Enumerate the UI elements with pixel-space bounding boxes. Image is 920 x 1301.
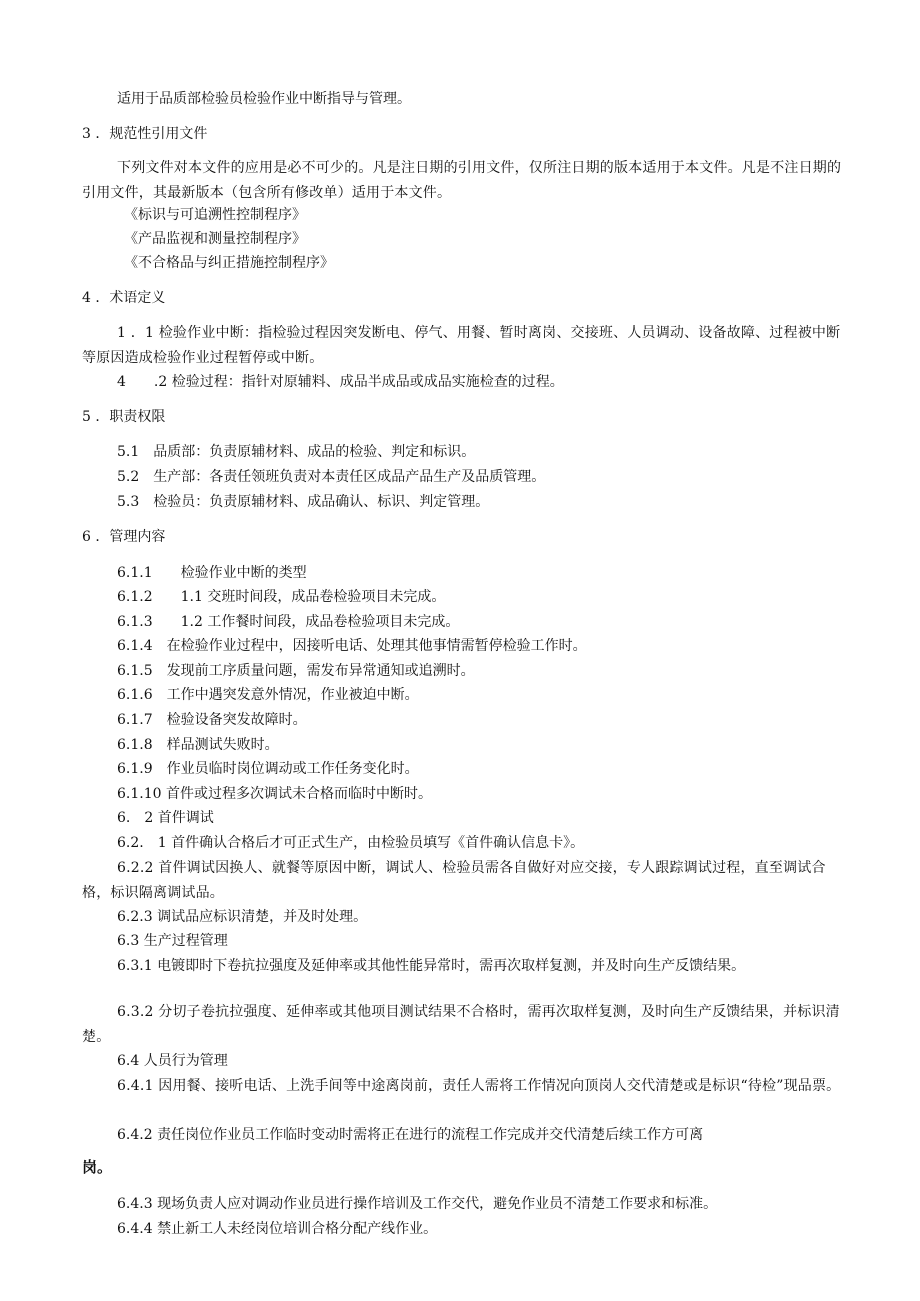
content-item: 6.1.9 作业员临时岗位调动或工作任务变化时。 — [117, 761, 419, 777]
paragraph-6-3-1: 6.3.1 电镀即时下卷抗拉强度及延伸率或其他性能异常时，需再次取样复测，并及时向生产反馈结果。 — [117, 958, 746, 974]
responsibility-item: 5.3 检验员：负责原辅材料、成品确认、标识、判定管理。 — [117, 494, 490, 510]
heading-6-3: 6.3 生产过程管理 — [117, 933, 228, 949]
responsibility-item: 5.2 生产部：各责任领班负责对本责任区成品产品生产及品质管理。 — [117, 469, 546, 485]
paragraph-6-2-3: 6.2.3 调试品应标识清楚，并及时处理。 — [117, 909, 368, 925]
content-item: 6.1.4 在检验作业过程中，因接听电话、处理其他事情需暂停检验工作时。 — [117, 638, 587, 654]
reference-item: 《不合格品与纠正措施控制程序》 — [124, 255, 334, 271]
heading-6-4: 6.4 人员行为管理 — [117, 1053, 228, 1069]
reference-item: 《标识与可追溯性控制程序》 — [124, 207, 306, 223]
definition-2: 4 .2 检验过程：指针对原辅料、成品半成品或成品实施检查的过程。 — [117, 374, 564, 390]
content-item: 6.1.8 样品测试失败时。 — [117, 737, 279, 753]
scope-text: 适用于品质部检验员检验作业中断指导与管理。 — [117, 91, 411, 107]
paragraph-6-4-2: 6.4.2 责任岗位作业员工作临时变动时需将正在进行的流程工作完成并交代清楚后续工作方可离 — [117, 1127, 704, 1143]
content-item: 6.1.3 1.2 工作餐时间段，成品卷检验项目未完成。 — [117, 614, 460, 630]
paragraph-6-2-2: 6.2.2 首件调试因换人、就餐等原因中断，调试人、检验员需各自做好对应交接，专人跟踪调试过程，直至调试合格，标识隔离调试品。 — [82, 860, 826, 901]
section-5-heading: 5 ．职责权限 — [82, 409, 166, 425]
content-item: 6.1.6 工作中遇突发意外情况，作业被迫中断。 — [117, 687, 419, 703]
section-6-heading: 6 ．管理内容 — [82, 529, 166, 545]
paragraph-6-4-1: 6.4.1 因用餐、接听电话、上洗手间等中途离岗前，责任人需将工作情况向顶岗人交代清楚或是标识“待检”现品票。 — [117, 1078, 841, 1094]
section-4-heading: 4 ．术语定义 — [82, 290, 166, 306]
definition-1: 1 ．1 检验作业中断：指检验过程因突发断电、停气、用餐、暂时离岗、交接班、人员调动、设备故障、过程被中断等原因造成检验作业过程暂停或中断。 — [82, 325, 841, 366]
content-item: 6.2. 1 首件确认合格后才可正式生产，由检验员填写《首件确认信息卡》。 — [117, 835, 585, 851]
content-item: 6.1.1 检验作业中断的类型 — [117, 565, 307, 581]
paragraph-6-3-2: 6.3.2 分切子卷抗拉强度、延伸率或其他项目测试结果不合格时，需再次取样复测，及时向生产反馈结果，并标识清楚。 — [82, 1004, 840, 1045]
content-item: 6.1.2 1.1 交班时间段，成品卷检验项目未完成。 — [117, 589, 446, 605]
responsibility-item: 5.1 品质部：负责原辅材料、成品的检验、判定和标识。 — [117, 444, 476, 460]
paragraph-6-4-3: 6.4.3 现场负责人应对调动作业员进行操作培训及工作交代，避免作业员不清楚工作要求和标准。 — [117, 1196, 718, 1212]
section-3-paragraph: 下列文件对本文件的应用是必不可少的。凡是注日期的引用文件，仅所注日期的版本适用于本文件。凡是不注日期的引用文件，其最新版本（包含所有修改单）适用于本文件。 — [82, 160, 842, 201]
content-item: 6.1.5 发现前工序质量问题，需发布异常通知或追溯时。 — [117, 663, 475, 679]
section-3-heading: 3 ．规范性引用文件 — [82, 126, 208, 142]
reference-item: 《产品监视和测量控制程序》 — [124, 231, 306, 247]
content-item: 6. 2 首件调试 — [117, 810, 214, 826]
content-item: 6.1.10 首件或过程多次调试未合格而临时中断时。 — [117, 786, 432, 802]
paragraph-6-4-4: 6.4.4 禁止新工人未经岗位培训合格分配产线作业。 — [117, 1221, 438, 1237]
content-item: 6.1.7 检验设备突发故障时。 — [117, 712, 307, 728]
paragraph-6-4-2-tail: 岗。 — [82, 1158, 113, 1176]
